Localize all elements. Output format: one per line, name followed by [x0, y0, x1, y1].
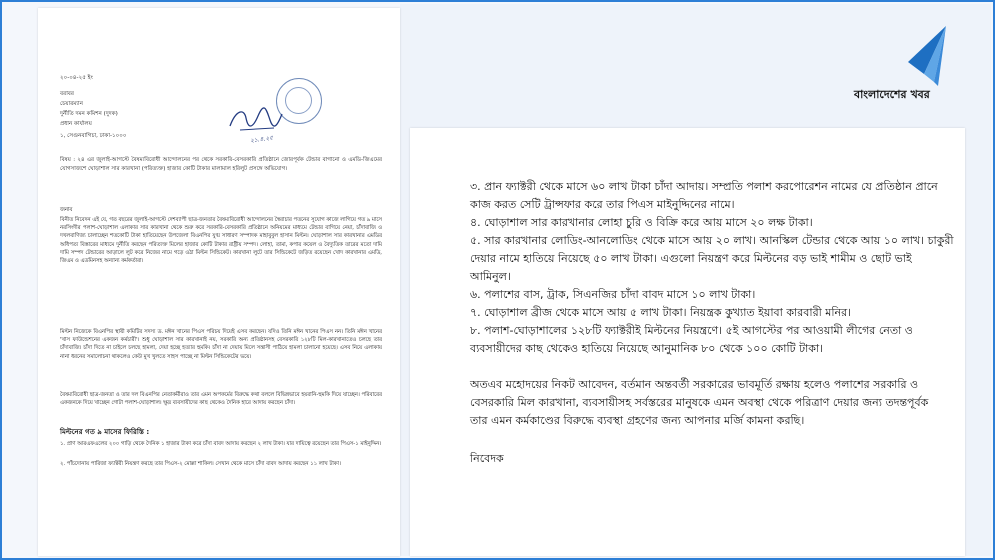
sign-off: নিবেদক — [470, 452, 504, 465]
signature-date: ২১.৪.২৫ — [249, 134, 274, 145]
recipient-line: বরাবর — [60, 91, 75, 97]
list-item-7: ৭. ঘোড়াশাল ব্রীজ থেকে মাসে আয় ৫ লাখ টাকা। নিয়ন্ত্রক কুখ্যাত ইয়াবা কারবারী মনির। — [470, 306, 852, 319]
recipient-line: প্রধান কার্যালয় — [60, 121, 92, 127]
closing-line-1: অতএব মহোদয়ের নিকট আবেদন, বর্তমান অন্তবর্তী সরকারের ভাবমূর্তি রক্ষায় হলেও পলাশের সরকারি ও — [470, 378, 919, 391]
list-item-8-line-2: ব্যবসায়ীদের কাছ থেকেও হাতিয়ে নিয়েছে আনুমানিক ৮০ থেকে ১০০ কোটি টাকা। — [470, 342, 824, 355]
recipient-line: ১, সেগুনবাগিচা, ঢাকা-১০০০ — [60, 133, 127, 139]
body-paragraph-1: বিনীত নিবেদন এই যে, গত বছরের জুলাই-আগস্টে দেশব্যাপী ছাত্র-জনতার বৈষম্যবিরোধী আন্দোলনের স্বৈরাচার পতনের সুযোগ কাজে লাগিয়ে গত ৯ মাসে নরসিংদীর পলাশ-ঘোড়াশাল এলাকার সার কারখানা থেকে শুরু করে সরকারি-বেসরকারি প্রতিষ্ঠানে অনিয়মের মাধ্যমে টেন্ডার বাগিয়ে নেয়া, চাঁদাবাজি ও দখলবাণিজ্য চালাচ্ছেন শতকোটি টাকা হাতিয়েছেন উপজেলা বিএনপির যুগ্ম সাধারণ সম্পাদক মাহাবুবুল হাসান মিল্টন। ঘোড়াশাল সার কারখানার এমডির অধিপত্য বিস্তারের মাধ্যমে দুর্নীতি করছেন পরিত্যক্ত মিলের হাজার কোটি টাকার রাষ্ট্রীয় সম্পদ। লোহা, তামা, কপার কয়েল ও বৈদ্যুতিক তারের মতো দামি দামি সম্পদ টেন্ডারের আড়ালে লুট করে নিজের নামে গড়ে ওঠা মিল্টন সিন্ডিকেট। কারখানা লুটে তার সিন্ডিকেটে জড়িত রয়েছেন খোদ কারখানার এমডি, জিএম ও এডমিনসহ অন্যান্য কর্মকর্তারা। — [60, 217, 382, 265]
list-item-4: ৪. ঘোড়াশাল সার কারখানার লোহা চুরি ও বিক্রি করে আয় মাসে ২০ লক্ষ টাকা। — [470, 216, 813, 229]
letter-page-1 — [38, 8, 400, 556]
section-heading: মিল্টনের গত ৯ মাসের ফিরিস্তি : — [60, 428, 150, 436]
list-item-5-line-3: আমিনুল। — [470, 270, 511, 283]
list-item-3-line-2: কাজ করত সেটি ট্রান্সফার করে তার পিএস মাইনুদ্দিনের নামে। — [470, 198, 735, 211]
list-item-1: ১. প্রাণ আরএফএলের ২০০ গাড়ি থেকে দৈনিক ১ হাজার টাকা করে চাঁদা বাবদ আদায় করছেন ২ লাখ টাকা। যার দায়িত্বে রয়েছেন তার পিএস-১ মাইনুদ্দিন। — [60, 441, 382, 447]
recipient-line: চেয়ারম্যান — [60, 101, 83, 107]
recipient-line: দুর্নীতি দমন কমিশন (দুদক) — [60, 111, 118, 117]
list-item-5-line-2: দেয়ার নামে হাতিয়ে নিয়েছে ৫০ লাখ টাকা। এগুলো নিয়ন্ত্রণ করে মিল্টনের বড় ভাই শামীম ও ছোট ভাই — [470, 252, 912, 265]
signature — [226, 104, 286, 136]
body-paragraph-3: বৈষম্যবিরোধী ছাত্র-জনতা ও তার দল বিএনপির নেতাকর্মীরাও তার এমন অপকর্মের বিরুদ্ধে কথা বললে বিভিন্নভাবে হয়রানি-হুমকি দিয়ে যাচ্ছেন। পরিবারের একজনকে দিয়ে খাচ্ছেন গোটা পলাশ-ঘোড়াশাল। ক্ষুদ্র ব্যবসায়ীদের কাছ থেকেও দৈনিক হারে আদায় করছেন চাঁদা। — [60, 392, 382, 407]
logo-text: বাংলাদেশের খবর — [854, 88, 930, 101]
list-item-6: ৬. পলাশের বাস, ট্রাক, সিএনজির চাঁদা বাবদ মাসে ১০ লাখ টাকা। — [470, 288, 756, 301]
letter-subject: বিষয় : ২৪ এর জুলাই-আগস্টে বৈষম্যবিরোধী আন্দোলনের পর থেকে সরকারি-বেসরকারি প্রতিষ্ঠানে জোরপূর্বক টেন্ডার বাগানো ও এমডি-জিএমের যোগসাজশে ঘোড়াশাল সার কারখানা (পরিত্যক্ত) হাজার কোটি টাকার মালামাল হরিলুট প্রসঙ্গে অভিযোগ। — [60, 157, 382, 172]
list-item-2: ২. পাঁচদোনায় পারিজা ফ্যাক্টরী নিয়ন্ত্রণ করছে তার পিএস-২ মোল্লা শাকিল। সেখান থেকে মাসে চাঁদা বাবদ আদায় করছেন ১১ লাখ টাকা। — [60, 461, 341, 467]
letter-page-2 — [410, 128, 965, 556]
closing-line-2: বেসরকারি মিল কারখানা, ব্যবসায়ীসহ সর্বস্তরের মানুষকে এমন অবস্থা থেকে পরিত্রাণ দেয়ার জন্য তদন্তপূর্বক — [470, 396, 929, 409]
salutation: জনাব — [60, 207, 73, 213]
body-paragraph-2: মিল্টন নিজেকে বিএনপির স্থায়ী কমিটির সদস্য ড. মঈন খানের পিএস পরিচয় দিয়েই এসব করছেন। যদিও তিনি মঈন খানের পিএস নন। তিনি মঈন খানের 'খাস ফাউন্ডেশনের একজন কর্মচারী'। শুধু ঘোড়াশাল সার কারখানাই নয়, সরকারি অন্য প্রতিষ্ঠানসহ বেসরকারি ১২৮টি মিল-কারখানাতেও চলছে তার চাঁদাবাজি। চাঁদা দিতে না চাইলে চলছে হামলা, দেয়া হচ্ছে হত্যার হুমকি। চাঁদা না দেয়ায় মিলে সন্ত্রাসী পাঠিয়ে হামলা চালানো হয়েছে। এসব নিয়ে এলাকায় নানা ধরনের সমালোচনা থাকলেও কেউ মুখ খুলতে সাহস পাচ্ছে না মিল্টন সিন্ডিকেটের ভয়ে। — [60, 329, 382, 360]
list-item-8-line-1: ৮. পলাশ-ঘোড়াশালের ১২৮টি ফ্যাক্টরীই মিল্টনের নিয়ন্ত্রণে। ৫ই আগস্টের পর আওয়ামী লীগের নেতা ও — [470, 324, 913, 337]
closing-line-3: তার এমন কর্মকাণ্ডের বিরুদ্ধে ব্যবস্থা গ্রহণের জন্য আপনার মর্জি কামনা করছি। — [470, 414, 805, 427]
list-item-3-line-1: ৩. প্রান ফ্যাক্টরী থেকে মাসে ৬০ লাখ টাকা চাঁদা আদায়। সম্প্রতি পলাশ করপোরেশন নামের যে প্রতিষ্ঠান প্রানে — [470, 180, 938, 193]
letter-date: ২০-০৪-২৫ ইং — [60, 75, 93, 81]
list-item-5-line-1: ৫. সার কারখানার লোডিং-আনলোডিং থেকে মাসে আয় ২০ লাখ। আনস্কিল টেন্ডার থেকে আয় ১০ লাখ। চাকুরী — [470, 234, 954, 247]
